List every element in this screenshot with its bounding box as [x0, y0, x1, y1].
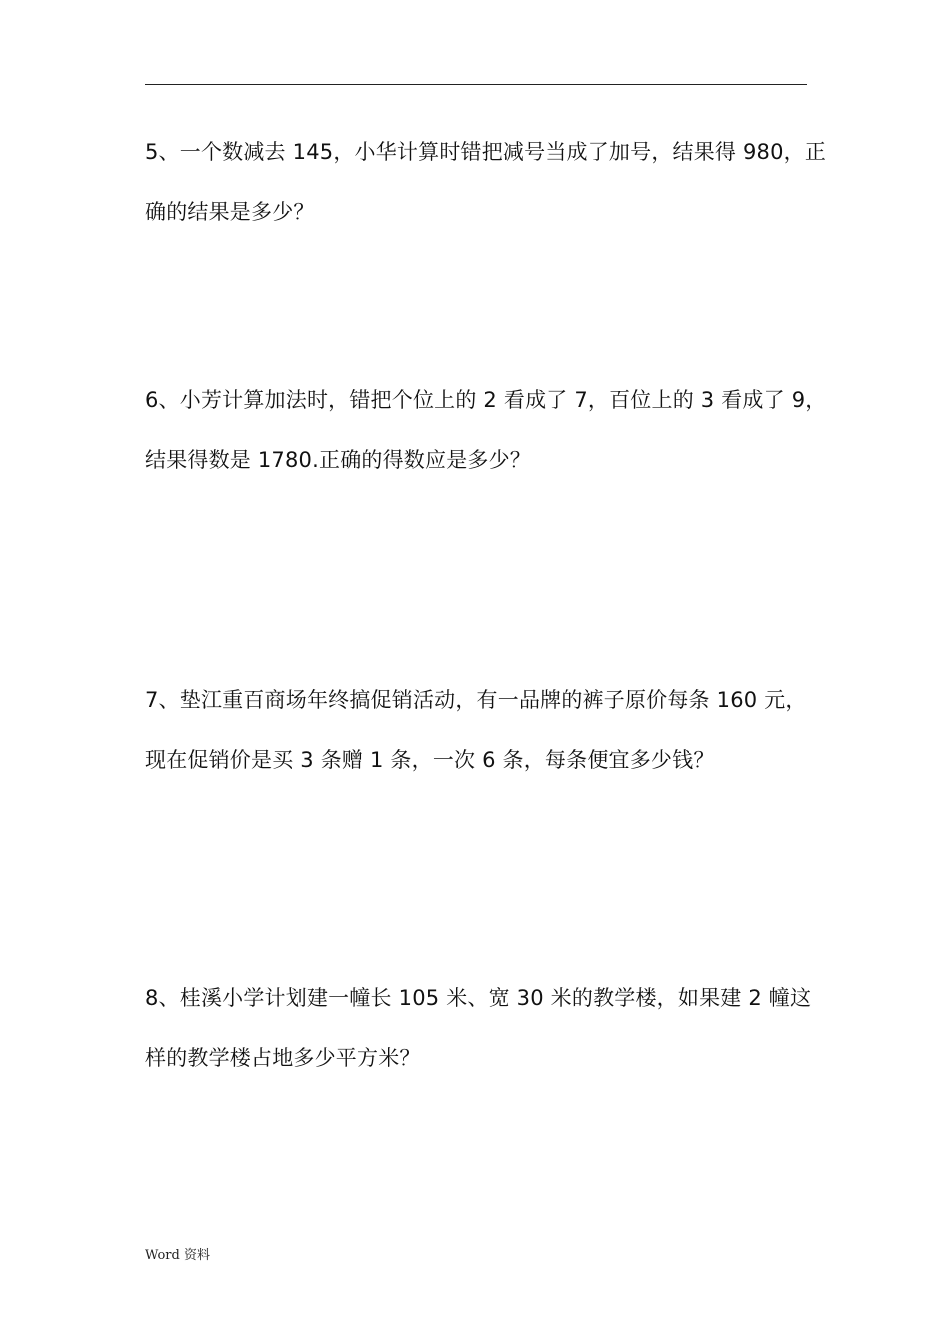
problem-7-line-1: 7、垫江重百商场年终搞促销活动，有一品牌的裤子原价每条 160 元， — [145, 688, 807, 712]
problem-6 — [145, 385, 827, 475]
problem-5 — [145, 137, 827, 227]
problem-8-line-2: 样的教学楼占地多少平方米？ — [145, 1046, 421, 1070]
problem-8 — [145, 983, 810, 1073]
problem-6-line-2: 结果得数是 1780.正确的得数应是多少？ — [145, 448, 531, 472]
problem-7-line-2: 现在促销价是买 3 条赠 1 条，一次 6 条，每条便宜多少钱？ — [145, 748, 715, 772]
page-footer: Word 资料 — [145, 1248, 210, 1263]
header-rule — [145, 84, 807, 85]
problem-6-line-1: 6、小芳计算加法时，错把个位上的 2 看成了 7，百位上的 3 看成了 9， — [145, 388, 827, 412]
problem-8-line-1: 8、桂溪小学计划建一幢长 105 米、宽 30 米的教学楼，如果建 2 幢这 — [145, 986, 812, 1010]
problem-5-line-2: 确的结果是多少？ — [145, 200, 315, 224]
problem-5-line-1: 5、一个数减去 145，小华计算时错把减号当成了加号，结果得 980，正 — [145, 140, 827, 164]
problem-7 — [145, 685, 810, 775]
